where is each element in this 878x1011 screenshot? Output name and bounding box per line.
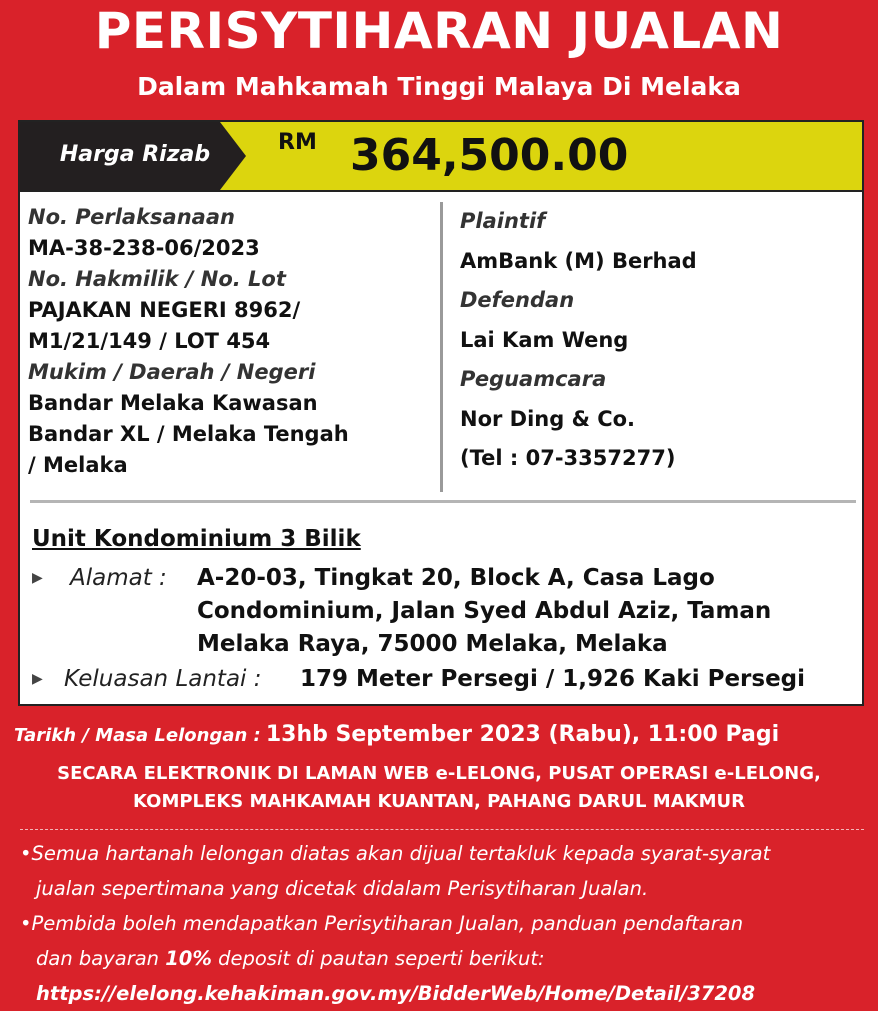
location-label: Mukim / Daerah / Negeri xyxy=(28,360,316,384)
lawyer-label: Peguamcara xyxy=(460,367,607,391)
note-2-line-1: •Pembida boleh mendapatkan Perisytiharan Jualan, panduan pendaftaran xyxy=(20,912,744,935)
bidder-url-link[interactable]: https://elelong.kehakiman.gov.my/BidderWeb/Home/Detail/37208 xyxy=(36,982,756,1005)
execution-no-value: MA-38-238-06/2023 xyxy=(28,236,260,260)
note-2-text-post: deposit di pautan seperti berikut: xyxy=(211,947,545,970)
area-label: Keluasan Lantai : xyxy=(64,666,262,692)
notes xyxy=(20,836,870,1011)
lawyer-tel: (Tel : 07-3357277) xyxy=(460,446,676,470)
deposit-percent: 10% xyxy=(165,947,212,970)
case-details xyxy=(28,202,438,481)
address-line-3: Melaka Raya, 75000 Melaka, Melaka xyxy=(197,631,668,657)
property-title: Unit Kondominium 3 Bilik xyxy=(32,526,361,552)
party-details xyxy=(460,202,850,479)
defendant-value: Lai Kam Weng xyxy=(460,327,629,352)
location-value-3: / Melaka xyxy=(28,453,128,477)
title-no-label: No. Hakmilik / No. Lot xyxy=(28,267,286,291)
price-currency: RM xyxy=(278,130,317,155)
page-subtitle: Dalam Mahkamah Tinggi Malaya Di Melaka xyxy=(137,72,741,101)
location-value-1: Bandar Melaka Kawasan xyxy=(28,391,318,415)
bullet-arrow-icon: ▶ xyxy=(32,570,43,586)
price-label: Harga Rizab xyxy=(59,142,211,167)
area-value: 179 Meter Persegi / 1,926 Kaki Persegi xyxy=(300,666,806,692)
bullet-arrow-icon: ▶ xyxy=(32,671,43,687)
address-line-2: Condominium, Jalan Syed Abdul Aziz, Taman xyxy=(197,598,772,624)
defendant-label: Defendan xyxy=(460,288,575,312)
notice-card xyxy=(18,120,864,706)
venue-line-2: KOMPLEKS MAHKAMAH KUANTAN, PAHANG DARUL MAKMUR xyxy=(133,791,745,812)
page-title: PERISYTIHARAN JUALAN xyxy=(94,2,784,60)
note-1-line-1: •Semua hartanah lelongan diatas akan dijual tertakluk kepada syarat-syarat xyxy=(20,842,771,865)
note-1-line-2: jualan sepertimana yang dicetak didalam Perisytiharan Jualan. xyxy=(36,877,649,900)
execution-no-label: No. Perlaksanaan xyxy=(28,205,235,229)
dashed-divider xyxy=(20,829,864,830)
section-divider xyxy=(30,500,856,503)
lawyer-value: Nor Ding & Co. xyxy=(460,406,636,431)
address-line-1: A-20-03, Tingkat 20, Block A, Casa Lago xyxy=(197,565,715,591)
venue-line-1: SECARA ELEKTRONIK DI LAMAN WEB e-LELONG, PUSAT OPERASI e-LELONG, xyxy=(57,763,821,784)
auction-datetime xyxy=(14,722,874,747)
price-amount: 364,500.00 xyxy=(350,130,629,181)
area-row xyxy=(32,663,852,697)
auction-value: 13hb September 2023 (Rabu), 11:00 Pagi xyxy=(265,722,780,747)
address-label: Alamat : xyxy=(70,565,167,591)
auction-label: Tarikh / Masa Lelongan : xyxy=(14,725,261,746)
plaintiff-label: Plaintif xyxy=(460,209,546,233)
auction-venue xyxy=(0,760,878,816)
address-row xyxy=(32,562,852,662)
title-no-value-2: M1/21/149 / LOT 454 xyxy=(28,329,271,353)
column-divider xyxy=(440,202,443,492)
address-value xyxy=(197,562,837,661)
location-value-2: Bandar XL / Melaka Tengah xyxy=(28,422,349,446)
title-no-value-1: PAJAKAN NEGERI 8962/ xyxy=(28,298,301,322)
note-2-text-pre: dan bayaran xyxy=(36,947,166,970)
note-2-line-2 xyxy=(20,941,870,976)
plaintiff-value: AmBank (M) Berhad xyxy=(460,248,697,273)
reserve-price-bar xyxy=(20,122,862,192)
